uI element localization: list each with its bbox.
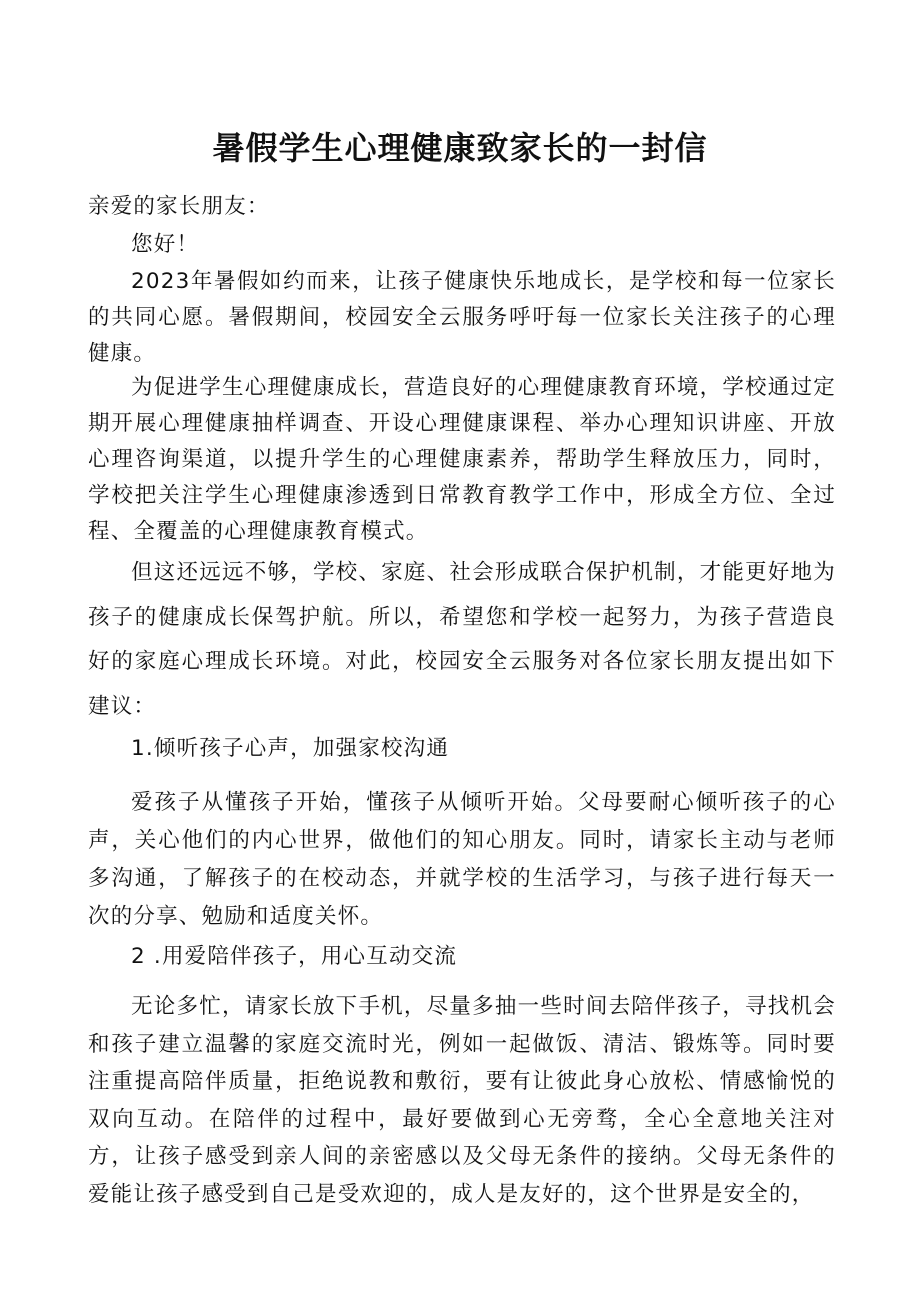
greeting: 亲爱的家长朋友： [88, 194, 270, 219]
section-heading-listen: 1.倾听孩子心声，加强家校沟通 [131, 736, 450, 761]
section-heading-companionship: 2 .用爱陪伴孩子，用心互动交流 [131, 944, 458, 969]
paragraph-intro: 2023年暑假如约而来，让孩子健康快乐地成长，是学校和每一位家长的共同心愿。暑假期间，校园安全云服务呼吁每一位家长关注孩子的心理健康。 [88, 269, 836, 366]
section-text-listen: 爱孩子从懂孩子开始，懂孩子从倾听开始。父母要耐心倾听孩子的心声，关心他们的内心世界，做他们的知心朋友。同时，请家长主动与老师多沟通，了解孩子的在校动态，并就学校的生活学习，与孩子进行每天一次的分享、勉励和适度关怀。 [88, 790, 836, 929]
paragraph-school-measures: 为促进学生心理健康成长，营造良好的心理健康教育环境，学校通过定期开展心理健康抽样调查、开设心理健康课程、举办心理知识讲座、开放心理咨询渠道，以提升学生的心理健康素养，帮助学生释放压力，同时，学校把关注学生心理健康渗透到日常教育教学工作中，形成全方位、全过程、全覆盖的心理健康教育模式。 [88, 375, 836, 544]
section-text-companionship: 无论多忙，请家长放下手机，尽量多抽一些时间去陪伴孩子，寻找机会和孩子建立温馨的家庭交流时光，例如一起做饭、清洁、锻炼等。同时要注重提高陪伴质量，拒绝说教和敷衍，要有让彼此身心放松、情感愉悦的双向互动。在陪伴的过程中，最好要做到心无旁骛，全心全意地关注对方，让孩子感受到亲人间的亲密感以及父母无条件的接纳。父母无条件的爱能让孩子感受到自己是受欢迎的，成人是友好的，这个世界是安全的， [88, 994, 836, 1207]
document-title: 暑假学生心理健康致家长的一封信 [212, 129, 708, 167]
paragraph-joint-protection: 但这还远远不够，学校、家庭、社会形成联合保护机制，才能更好地为孩子的健康成长保驾护航。所以，希望您和学校一起努力，为孩子营造良好的家庭心理成长环境。对此，校园安全云服务对各位家长朋友提出如下建议： [88, 560, 836, 719]
salutation: 您好！ [131, 232, 200, 257]
